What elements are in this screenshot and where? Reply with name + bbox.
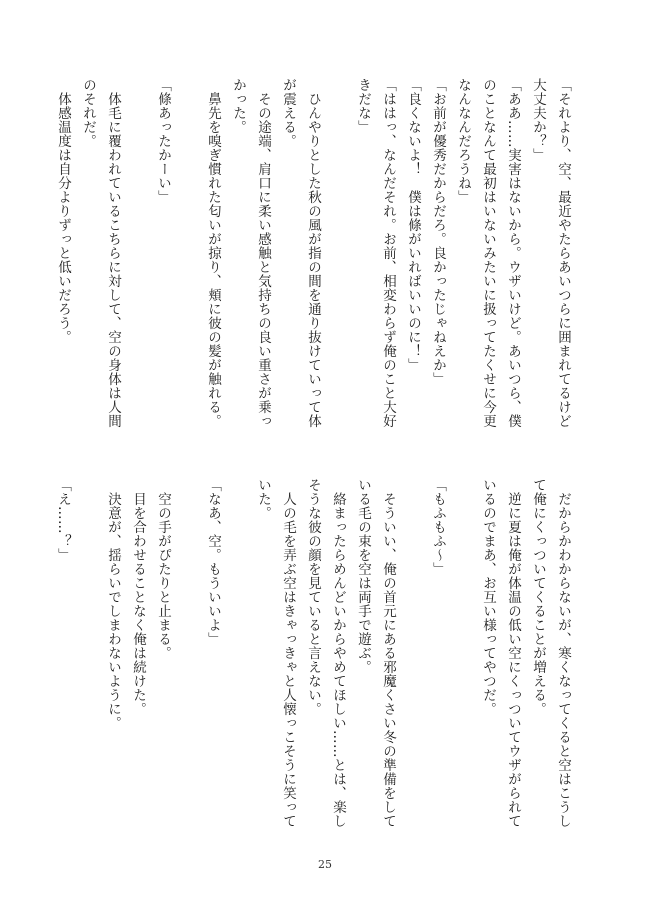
text-column: ひんやりとした秋の風が指の間を通り抜けていって体 — [305, 78, 321, 428]
text-column: が震える。 — [280, 78, 296, 148]
text-column — [175, 478, 200, 838]
text-column: だからかわからないが、寒くなってくると空はこうし — [555, 478, 571, 828]
text-column: そうな彼の顔を見ていると言えない。 — [305, 478, 321, 716]
text-column: のことなんて最初はいないみたいに扱ってたくせに今更 — [480, 78, 496, 428]
text-column — [125, 78, 150, 456]
text-column: なんなんだろうね」 — [455, 78, 471, 204]
text-column: いるのでまあ、お互い様ってやつだ。 — [480, 478, 496, 716]
text-column: 「ああ……実害はないから。ウザいけど。あいつら、僕 — [505, 78, 521, 428]
text-column: 「ははっ、なんだそれ。お前、相変わらず俺のこと大好 — [380, 78, 396, 428]
text-column: かった。 — [230, 78, 246, 134]
page-number: 25 — [318, 858, 332, 871]
text-column: 「え……？」 — [55, 478, 71, 562]
text-column — [450, 478, 475, 838]
text-column: そういい、俺の首元にある邪魔くさい冬の準備をして — [380, 478, 396, 828]
text-column — [325, 78, 350, 456]
text-column: いた。 — [255, 478, 271, 520]
lower-text-block — [50, 478, 575, 838]
text-column: きだな」 — [355, 78, 371, 134]
text-column — [75, 478, 100, 838]
text-column: のそれだ。 — [80, 78, 96, 148]
text-column: いる毛の束を空は両手で遊ぶ。 — [355, 478, 371, 674]
text-column: 「條あったかーい」 — [155, 78, 171, 204]
text-column: 体毛に覆われているこちらに対して、空の身体は人間 — [105, 78, 121, 428]
text-column: 鼻先を嗅ぎ慣れた匂いが掠り、頬に彼の髪が触れる。 — [205, 78, 221, 428]
text-column: 「良くないよ！ 僕は條がいればいいのに！」 — [405, 78, 421, 372]
text-column: その途端、肩口に柔い感触と気持ちの良い重さが乗っ — [255, 78, 271, 428]
text-column — [175, 78, 200, 456]
text-column: 「もふもふ～」 — [430, 478, 446, 576]
text-column — [225, 478, 250, 838]
text-column: 「お前が優秀だからだろ。良かったじゃねえか」 — [430, 78, 446, 386]
text-column: て俺にくっついてくることが増える。 — [530, 478, 546, 716]
text-column: 大丈夫か？」 — [530, 78, 546, 162]
text-column: 体感温度は自分よりずっと低いだろう。 — [55, 78, 71, 344]
text-column: 決意が、揺らいでしまわないように。 — [105, 478, 121, 730]
text-column: 「それより、空、最近やたらあいつらに囲まれてるけど — [555, 78, 571, 428]
text-column: 空の手がぴたりと止まる。 — [155, 478, 171, 660]
text-column: 目を合わせることなく俺は続けた。 — [130, 478, 146, 716]
text-column: 逆に夏は俺が体温の低い空にくっついてウザがられて — [505, 478, 521, 828]
text-column: 人の毛を弄ぶ空はきゃっきゃと人懐っこそうに笑って — [280, 478, 296, 828]
text-column — [400, 478, 425, 838]
text-column: 絡まったらめんどいからやめてほしい……とは、楽し — [330, 478, 346, 828]
text-column: 「なあ、空。もういいよ」 — [205, 478, 221, 646]
upper-text-block — [50, 78, 575, 456]
